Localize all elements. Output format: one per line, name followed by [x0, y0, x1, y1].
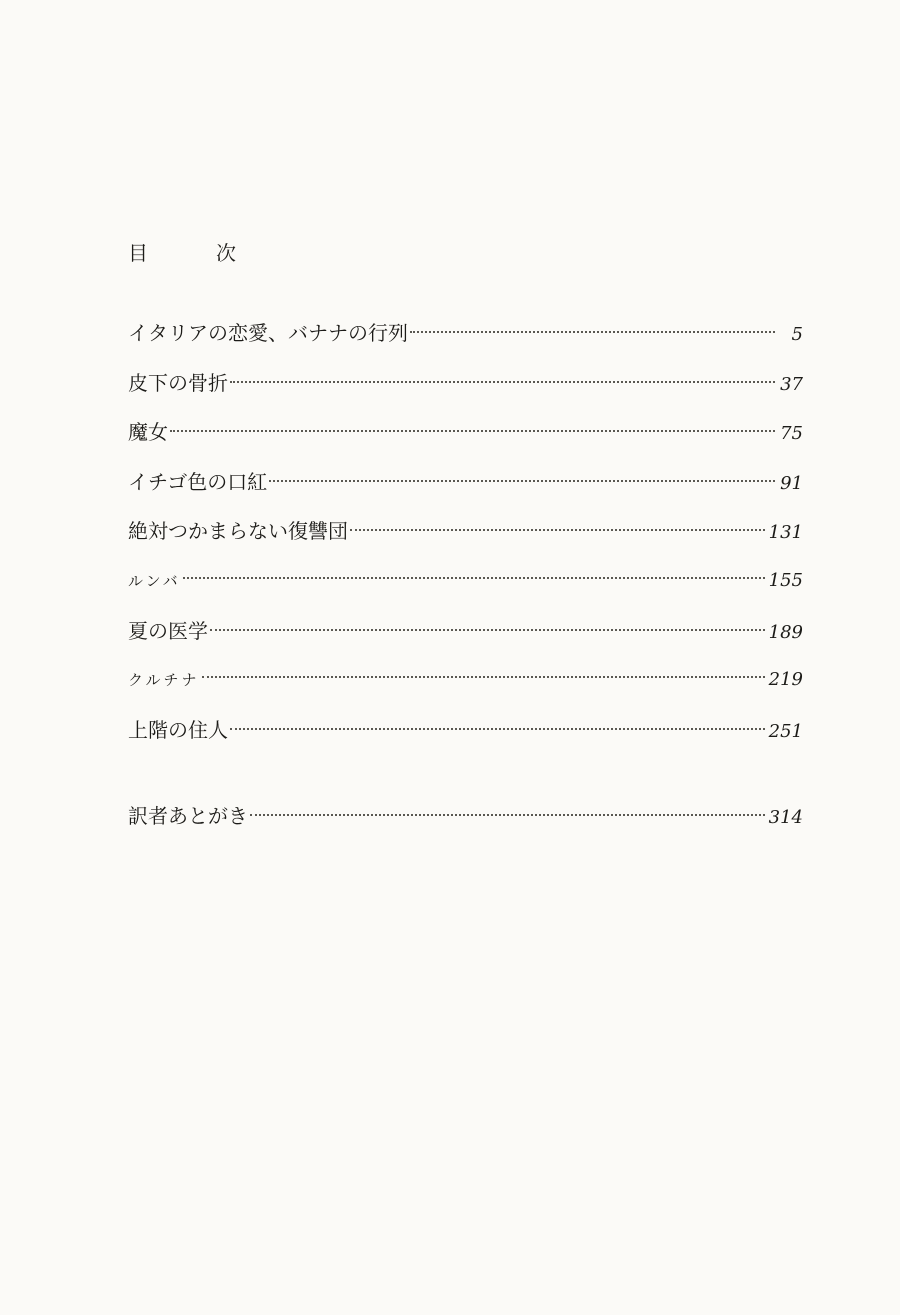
- dot-leader: [170, 430, 775, 432]
- dot-leader: [410, 331, 775, 333]
- toc-entry[interactable]: [128, 363, 803, 413]
- entry-title: イタリアの恋愛、バナナの行列: [128, 321, 408, 345]
- toc-entry[interactable]: [128, 412, 803, 462]
- dot-leader: [250, 814, 765, 816]
- dot-leader: [269, 480, 775, 482]
- entry-title: 魔女: [128, 420, 168, 445]
- toc-entry[interactable]: [128, 660, 803, 710]
- entry-title: 訳者あとがき: [128, 804, 248, 829]
- dot-leader: [230, 381, 775, 383]
- page-number: 251: [768, 720, 803, 742]
- toc-entry-afterword[interactable]: [128, 796, 803, 846]
- toc-entry[interactable]: [128, 511, 803, 561]
- page-number: 189: [768, 621, 803, 643]
- page-title: 目 次: [128, 241, 260, 265]
- toc-entry[interactable]: [128, 561, 803, 611]
- page-number: 219: [768, 669, 803, 691]
- page-number: 5: [791, 324, 803, 345]
- toc-entry[interactable]: [128, 462, 803, 512]
- entry-title: 夏の医学: [128, 618, 208, 643]
- entry-title: 皮下の骨折: [128, 370, 228, 395]
- page-number: 131: [768, 522, 803, 544]
- entry-title: 絶対つかまらない復讐団: [128, 519, 348, 544]
- page-number: 91: [780, 472, 803, 494]
- page-number: 155: [768, 569, 803, 591]
- toc-entry[interactable]: [128, 313, 803, 363]
- dot-leader: [350, 529, 765, 531]
- entry-title: ルンバ: [128, 571, 181, 590]
- page-number: 314: [768, 807, 803, 829]
- toc-entry[interactable]: [128, 710, 803, 760]
- table-of-contents: [128, 313, 803, 846]
- dot-leader: [230, 728, 765, 730]
- toc-entry[interactable]: [128, 611, 803, 661]
- page-number: 75: [780, 423, 803, 445]
- dot-leader: [210, 629, 765, 631]
- dot-leader: [183, 577, 765, 579]
- entry-title: クルチナ: [128, 671, 200, 690]
- entry-title: イチゴ色の口紅: [128, 469, 268, 494]
- entry-title: 上階の住人: [128, 717, 228, 742]
- dot-leader: [202, 676, 765, 678]
- page-number: 37: [780, 373, 803, 395]
